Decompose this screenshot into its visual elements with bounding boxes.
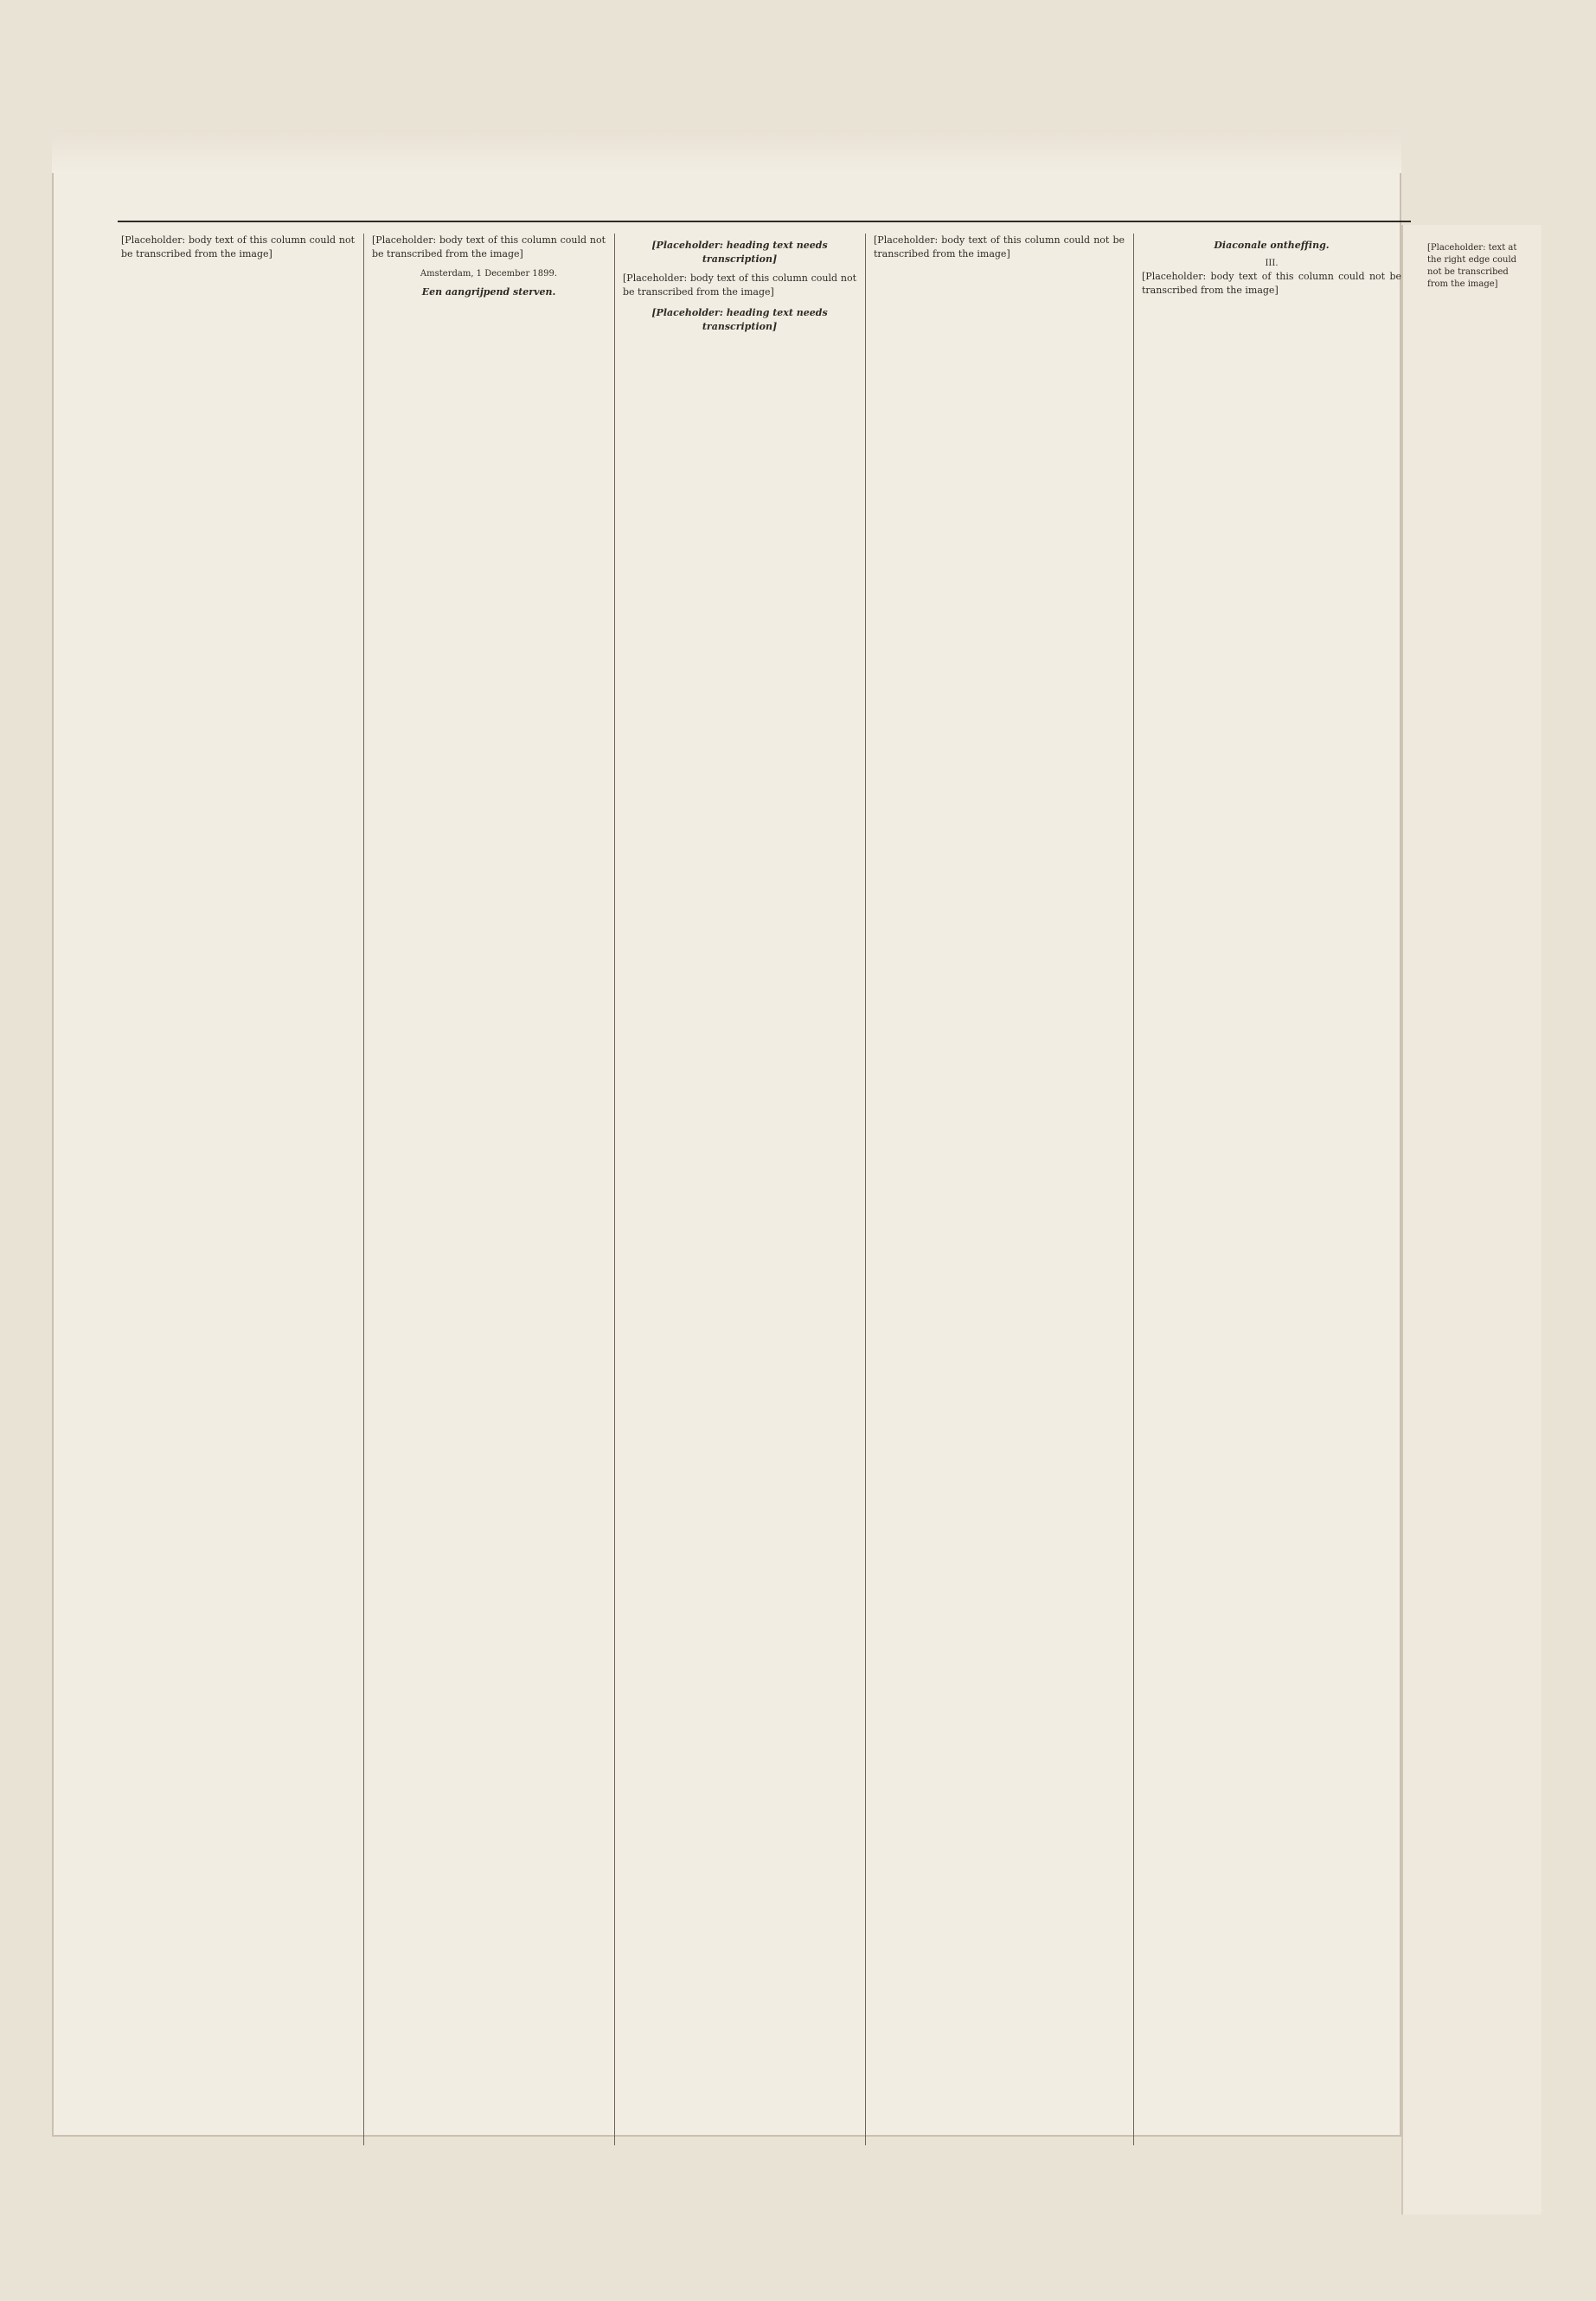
column-rule <box>614 234 615 2145</box>
column-2 <box>372 234 606 2145</box>
strip-text <box>1427 234 1531 2145</box>
heading: Diaconale ontheffing. <box>1214 240 1330 251</box>
dateline: Amsterdam, 1 December 1899. <box>420 269 558 279</box>
column-1 <box>121 234 355 2145</box>
heading: [Placeholder: heading text needs transcription] <box>651 240 828 265</box>
col2-paragraph: [Placeholder: body text of this column could not be transcribed from the image] <box>372 234 606 260</box>
column-rule <box>363 234 364 2145</box>
heading: Een aangrijpend sterven. <box>421 286 556 298</box>
col4-paragraph: [Placeholder: body text of this column could not be transcribed from the image] <box>874 234 1125 260</box>
col1-paragraph: [Placeholder: body text of this column could not be transcribed from the image] <box>121 234 355 260</box>
column-rule <box>865 234 866 2145</box>
col3-paragraph: [Placeholder: body text of this column could not be transcribed from the image] <box>623 272 856 298</box>
col5-paragraph: [Placeholder: body text of this column could not be transcribed from the image] <box>1142 271 1401 296</box>
column-4 <box>874 234 1125 2145</box>
column-5 <box>1142 234 1401 2145</box>
heading: [Placeholder: heading text needs transcription] <box>651 307 828 332</box>
subheading: III. <box>1265 259 1279 268</box>
top-rule <box>118 221 1411 222</box>
column-rule <box>1133 234 1134 2145</box>
column-3 <box>623 234 856 2145</box>
strip-paragraph: [Placeholder: text at the right edge could not be transcribed from the image] <box>1427 243 1517 289</box>
